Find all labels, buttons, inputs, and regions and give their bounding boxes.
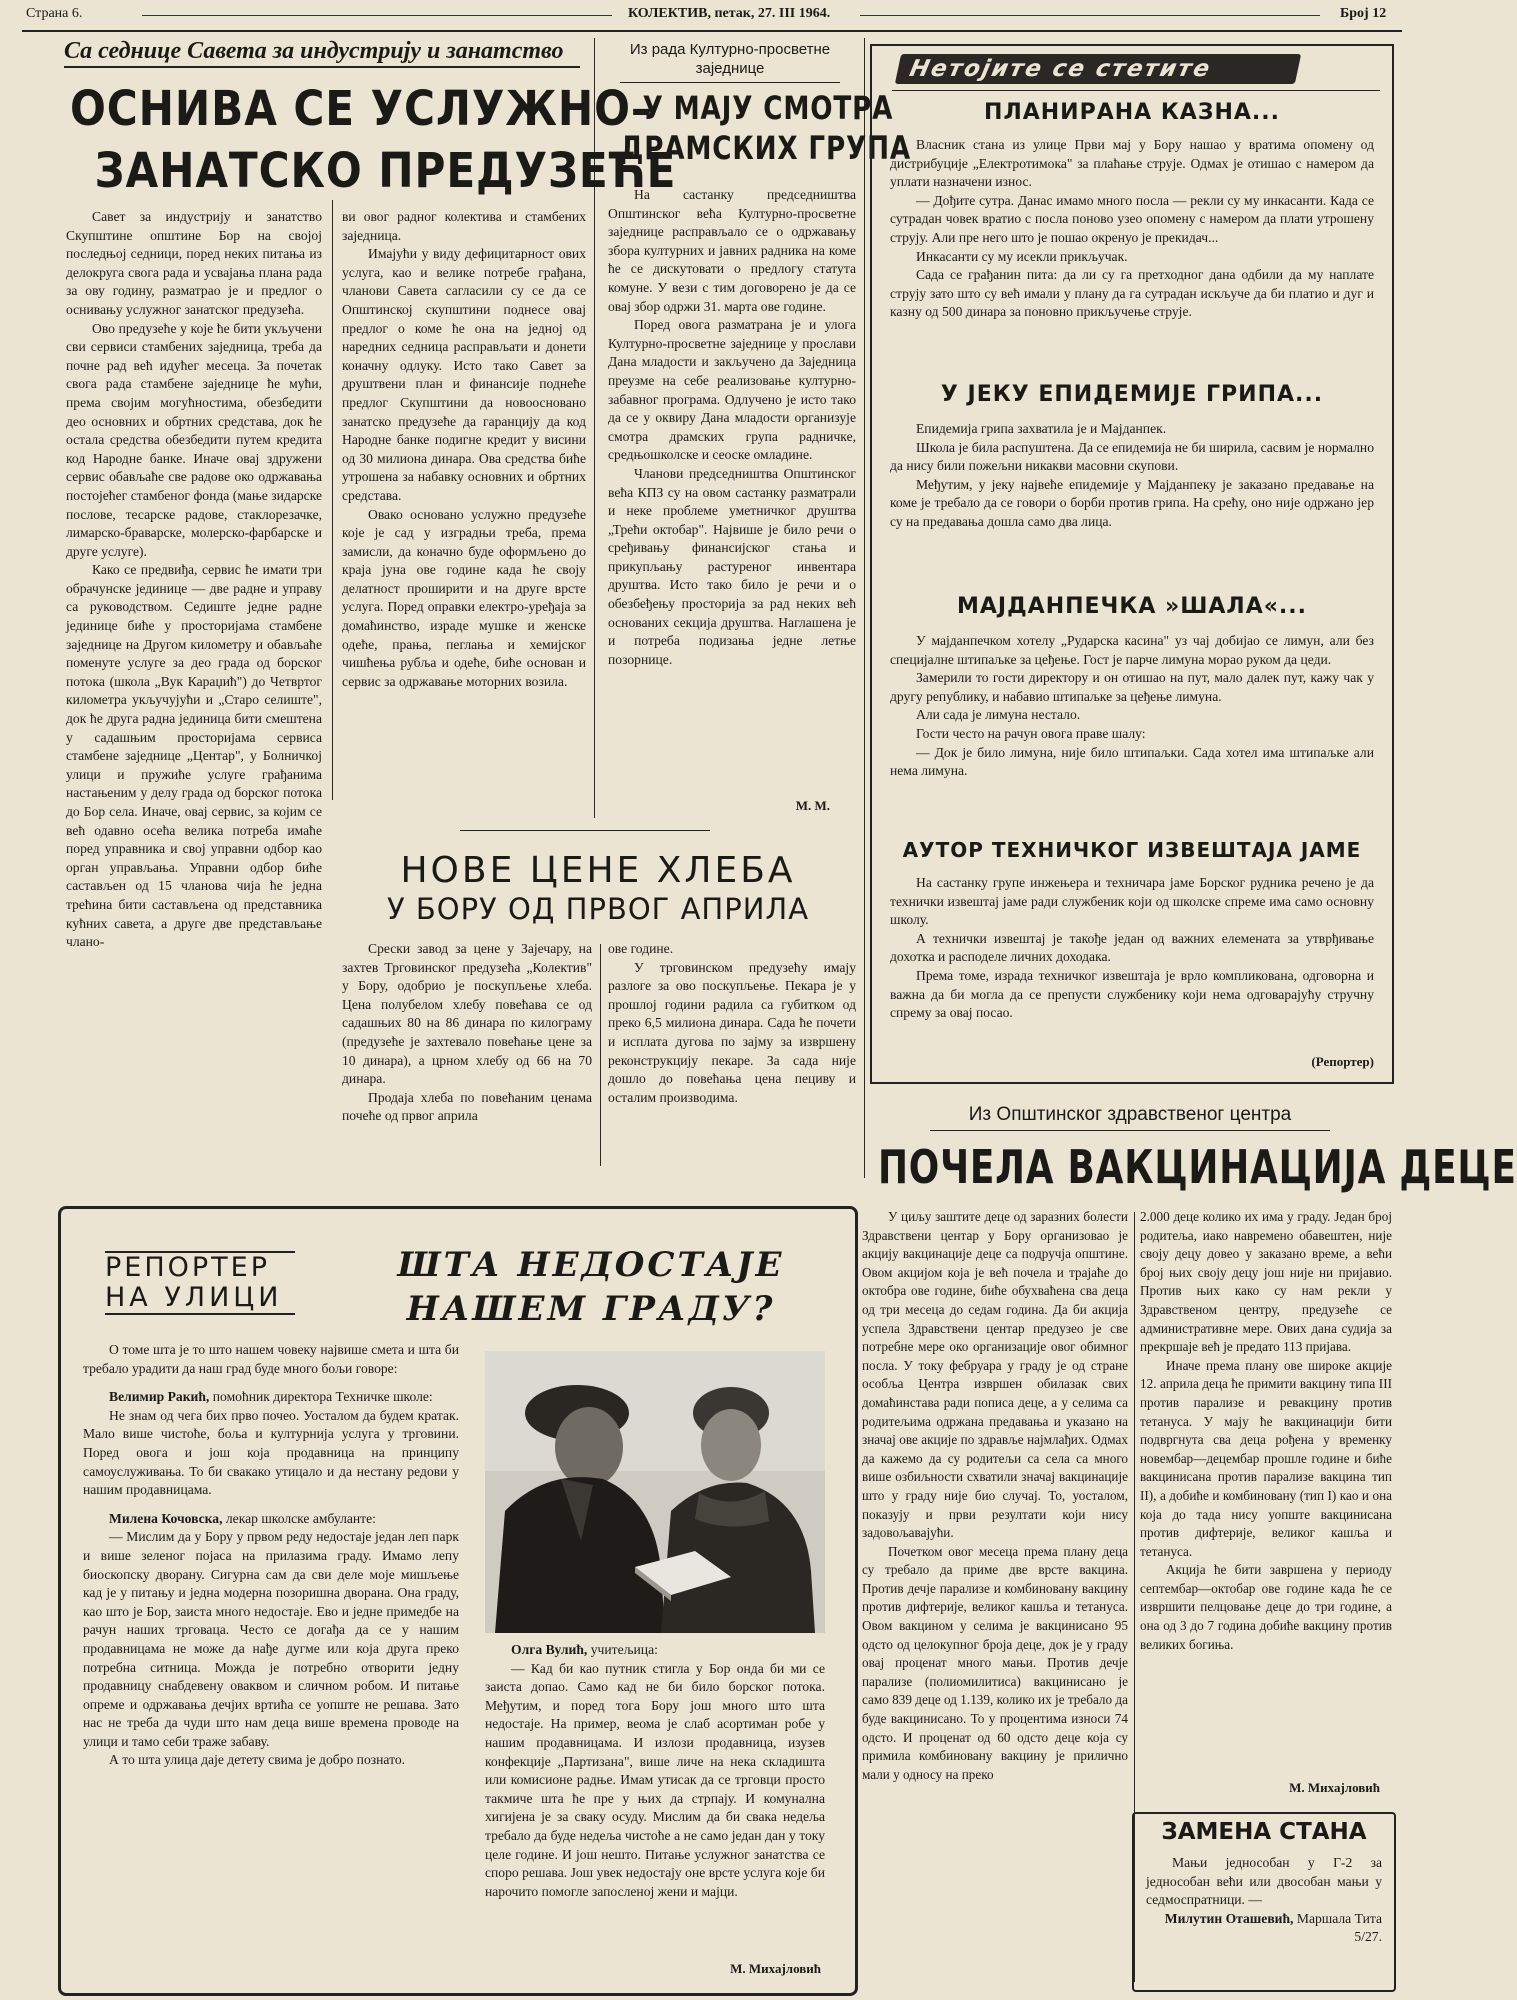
paragraph: Инкасанти су му исекли прикључак. [916,248,1128,264]
reporter-title-line1: ШТА НЕДОСТАЈЕ [397,1245,785,1285]
paragraph: Према томе, израда техничког извештаја је врло компликована, одговорна и важна да би могла да се препусти службенику који нема одговарајућу стручну спрему за овај посао. [890,967,1374,1021]
article3-title-line2: У БОРУ ОД ПРВОГ АПРИЛА [386,892,810,926]
ad-contact [1146,1910,1382,1947]
item4-title: АУТОР ТЕХНИЧКОГ ИЗВЕШТАЈА ЈАМЕ [902,838,1362,862]
ad-address: Маршала Тита 5/27. [1296,1910,1382,1945]
reporter-logo [105,1251,295,1317]
article1-col2 [342,208,586,808]
paragraph: Сада се грађанин пита: да ли су га претходног дана одбили да му наплате струју зато што су већ имали у плану да га сутрадан искључе да би платио и дуг и казну од 500 динара за поновно прикључење струје. [890,267,1374,320]
column-right-box [870,44,1394,1084]
reporter-left-col [83,1341,459,1770]
masthead-rule-left [142,15,612,16]
issue-number: Број 12 [1340,6,1387,21]
article2-kicker: Из рада Културно-просветне заједнице [629,41,831,77]
masthead [22,6,1402,30]
article2-title-line1: У МАЈУ СМОТРА [642,89,894,127]
speaker-text-tail: А то шта улица даје детету свима је добро познато. [109,1752,406,1768]
paragraph: Почетком овог месеца према плану деца су требало да приме две врсте вакцина. Против дечје парализе и комбиновану вакцину против дифтерије, великог кашља и тетануса. Овом вакцином у селима је вакцинисано 95 одсто од целокупног броја деце, док је у граду овај проценат много мањи. Против дечје парализе (полиомилитиса) вакцинисано је само 839 деце од 1.139, колико их је требало да буде вакцинисано. То у процентима износи 74 одсто. И проценат од 60 одсто деце која су примила комбиновану вакцину је прилично мали у односу на преко [862,1543,1128,1782]
reporter-box [58,1206,858,1996]
article3-top-rule [460,830,710,831]
paragraph: Али сада је лимуна нестало. [916,707,1081,723]
column-rule [600,944,601,1166]
paragraph: Епидемија грипа захватила је и Мајданпек. [916,421,1167,436]
paragraph: Школа је била распуштена. Да се епидемија не би ширила, сасвим је нормално да нису били пожељни никакви масовни скупови. [890,439,1374,474]
article2-title [620,88,911,168]
ad-text: Мањи једнособан у Г-2 за једнособан већи или двособан мањи у седмоспратници. — [1146,1855,1382,1908]
speaker-text: — Мислим да у Бору у првом реду недостаје један леп парк и више зеленог појаса на прилазима граду. Имамо лепу биоскопску дворану. Сигурна сам да сви деле моје мишљење кад је у питању и једна модерна позоришна дворана. Она граду, као што је Бор, заиста много недостаје. Ево и једне примедбе на рачун наших трговаца. Често се догађа да се у нашим продавницама не може да нађе дугме или која друга преко потребна ситница. Можда је потребно отворити једну продавницу снабдевену оваквом и сличном робом. И питање опреме и одржавања дечјих вртића се уопште не решава. Зато нас не треба да чуди што нам деца више времена проводе на улици и тамо себи траже забаву. [83,1529,459,1749]
reporter-title [371,1243,811,1331]
article1-title-line2: ЗАНАТСКО ПРЕДУЗЕЋЕ [94,143,677,199]
paragraph: Власник стана из улице Први мај у Бору нашао у вратима опомену од дистрибуције „Електротимока" за плаћање струје. Одмах је отишао с намером да уплати назначени износ. [890,137,1374,190]
reporter-photo [485,1351,825,1633]
ad-title: ЗАМЕНА СТАНА [1161,1819,1367,1845]
paragraph: 2.000 деце колико их има у граду. Један број родитеља, иако навремено обавештен, није своју децу довео у заказано време, а већи број њих своју децу још није ни пријавио. Против њих како су нам рекли у Здравственом центру, предузеће се административне мере. Ових дана судија за прекршаје већ је предато 113 пријава. [1140,1209,1392,1355]
reporter-logo-line1: РЕПОРТЕР [105,1251,295,1283]
article1-col1 [66,208,322,1208]
article3-title [340,850,856,926]
article2-kicker-underline [620,82,840,83]
reporter-right-col [485,1641,825,1901]
item2-body [890,420,1374,532]
column-right-banner-text: Нетојите се стетите [907,56,1214,82]
article1-title [70,78,676,202]
item4-body [890,874,1374,1023]
article4-kicker: Из Општинског здравственог центра [968,1104,1292,1125]
paragraph: ове године. [608,941,674,956]
speaker-role: лекар школске амбуланте: [225,1510,376,1526]
article4-kicker-underline [930,1130,1330,1131]
item2-title: У ЈЕКУ ЕПИДЕМИЈЕ ГРИПА... [940,382,1324,407]
article3-col1 [342,940,592,1126]
article4-title: ПОЧЕЛА ВАКЦИНАЦИЈА ДЕЦЕ [878,1140,1517,1194]
item3-title: МАЈДАНПЕЧКА »ШАЛА«... [956,594,1308,619]
speaker-role: помоћник директора Техничке школе: [212,1389,433,1405]
item3-body [890,632,1374,781]
speaker-name: Милена Кочовска, [109,1510,223,1526]
article2-signature: М. М. [795,798,830,813]
speaker-name: Велимир Ракић, [109,1389,210,1405]
paragraph: — Док је било лимуна, није било штипаљки. Сада хотел има штипаљке али нема лимуна. [890,744,1374,779]
banner-rule [892,90,1380,91]
paragraph: А технички извештај је такође један од важних елемената за утврђивање дохотка и расподеле личних доходака. [890,930,1374,965]
paragraph: У мајданпечком хотелу „Рударска касина" уз чај добијао се лимун, али без специјалне штипаљке за цеђење. Гост је парче лимуна морао руком да цеди. [890,633,1374,667]
paragraph: У циљу заштите деце од заразних болести Здравствени центар у Бору организовао је акцију вакцинације деце са подручја општине. Овом акцијом која је већ почела и трајаће до октобра ове године, биће обухваћена сва деца од три месеца до седам година. Да би акција успела Здравствени центар предузео је све потребне мере око организације овог обимног посла. У току фебруара у граду је од стране особља Центра извршен обилазак свих домаћинстава ради пописа деце, а у селима са родитељима одржана предавања и указано на значај ове акције по здравље најмлађих. Одмах да кажемо да су родитељи са села са много више озбиљности схватили значај вакцинације што у граду није био случај. То, уосталом, показују и први резултати који нису задовољавајући. [862,1209,1128,1541]
paragraph: Гости често на рачун овога праве шалу: [916,725,1146,741]
article2-title-line2: ДРАМСКИХ ГРУПА [620,129,911,167]
reporter-logo-line2: НА УЛИЦИ [105,1283,295,1315]
paragraph: ви овог радног колектива и стамбених заједница. [342,209,586,243]
article3-col2 [608,940,856,1107]
article1-title-line1: ОСНИВА СЕ УСЛУЖНО– [70,81,653,137]
reporter-signature: М. Михајловић [730,1961,821,1976]
column-right-signature: (Репортер) [1311,1054,1374,1069]
photo-illustration [485,1351,825,1633]
paragraph: Међутим, у јеку највеће епидемије у Мајданпеку је заказано предавање на коме је требало да се говори о борби против грипа. На срећу, оно није одржано јер су на предавања дошла само два лица. [890,476,1374,529]
article4-signature: М. Михајловић [1289,1780,1380,1795]
paragraph: — Дођите сутра. Данас имамо много посла — рекли су му инкасанти. Када се сутрадан човек вратио с посла поново узео опомену с намером да плати утрошену струју. Али пре него што је пошао окренуо је прекидач... [890,192,1374,245]
paragraph: Овако основано услужно предузеће које је сад у изградњи треба, према замисли, да коначно буде оформљено до краја јуна ове године када ће своју делатност проширити и на друге врсте услуга. Поред оправки електро-уређаја за домаћинство, израде мушке и женске одеће, прања, пеглања и хемијског чишћења рубља и одеће, биће основан и сервис за одржавање моторних возила. [342,506,586,689]
column-rule [864,38,865,1178]
article1-kicker: Са седнице Савета за индустрију и занатство [64,38,564,64]
ad-box [1132,1812,1396,1992]
reporter-intro: О томе шта је то што нашем човеку највише смета и шта би требало урадити да наш град буде много бољи говоре: [83,1342,459,1376]
article4-col1 [862,1208,1128,1784]
masthead-title: КОЛЕКТИВ, петак, 27. III 1964. [628,6,831,21]
reporter-title-line2: НАШЕМ ГРАДУ? [406,1289,776,1329]
paragraph: Поред овога разматрана је и улога Културно-просветне заједнице у прослави Дана младости и закључено да Заједница преузме на себе реализовање културно-забавног програма. Одлучено је исто тако да се у оквиру Дана младости организује смотра драмских група радничке, средњошколске и сеоске омладине. [608,317,856,463]
speaker-text: Не знам од чега бих прво почео. Уосталом да будем кратак. Мало више чистоће, боља и културнија услуга у трговини. Поред овога и још која продавница на принципу самоуслуживања. То би свакако утицало и да нестану редови у нашим продавницама. [83,1407,459,1498]
paragraph: Иначе према плану ове широке акције 12. априла деца ће примити вакцину типа III против парализе и ревакцину против тетануса. У мају ће вакцинацији бити подвргнута сва деца рођена у временку новембар—децембар прошле године и биће вакцинисана против парализе вакцина тип II), а добиће и комбиновану (тип I) као и она која до тада нису уопште вакцинисана против дифтерије, великог кашља и тетануса. [1140,1357,1392,1559]
paragraph: Продаја хлеба по повећаним ценама почеће од првог априла [342,1089,592,1124]
paragraph: Срески завод за цене у Зајечару, на захтев Трговинског предузећа „Колектив" у Бору, одобрио је поскупљење хлеба. Цена полубелом хлебу повећава се од садашњих 80 на 86 динара по килограму (предузеће је захтевало повећање цене за 10 динара), а црном хлебу од 66 на 70 динара. [342,941,592,1087]
article2-body [608,186,856,669]
speaker-role: учитељица: [590,1642,658,1657]
paragraph: Имајући у виду дефицитарност ових услуга, као и велике потребе грађана, чланови Савета сагласили су се да се Општинској скупштини поднесе овај предлог о коме ће она на једној од наредних седница расправљати и донети коначну одлуку. Исто тако Савет за друштвени план и финансије поднеће предлог Скупштини да новоосновано занатско предузеће да гаранцију да код Народне банке подигне кредит у висини од 30 милиона динара. Ова средства биће утрошена за набавку основних и обртних средстава. [342,246,586,503]
page-number: Страна 6. [26,6,83,21]
article1-kicker-underline [64,66,580,68]
ad-name: Милутин Оташевић, [1164,1910,1294,1926]
column-right-banner [895,54,1301,84]
paragraph: Акција ће бити завршена у периоду септембар—октобар ове године када ће се извршити пелцовање деце до три године, а она од 3 до 7 година добиће вакцину против великих богиња. [1140,1562,1392,1652]
paragraph: На састанку групе инжењера и техничара јаме Борског рудника речено је да технички извештај јаме ради службеник који од школске спреме има само основну школу. [890,875,1374,928]
paragraph: Замерили то гости директору и он отишао на пут, мало далек пут, кажу чак у другу републику, и набавио штипаљке за цеђење лимуна. [890,670,1374,704]
masthead-rule-right [860,15,1320,16]
article4-col2 [1140,1208,1392,1654]
speaker-name: Олга Вулић, [511,1642,588,1657]
paragraph: Савет за индустрију и занатство Скупштине општине Бор на својој последњој седници, поред неких питања из делокруга свога рада и усвајања плана рада за ову годину, разматрао је и предлог о оснивању услужног занатског предузећа. [66,209,322,317]
paragraph: У трговинском предузећу имају разлоге за ово поскупљење. Пекара је у прошлој години радила са губитком од преко 6,5 милиона динара. Сада ће почети и исплата дугова по зајму за извршену реконструкцију пекаре. За сада није дошло до повећања цена пециву и осталим производима. [608,959,856,1105]
paragraph: Како се предвиђа, сервис ће имати три обрачунске јединице — две радне и управу са руководством. Седиште једне радне јединице биће у просторијама стамбене заједнице на Другом километру и обављаће поменуте услуге за део града од борског потока (школа „Вук Караџић") до Четвртог километра укључујући и „Старо селиште", док ће друга радна јединица бити смештена у садашњим просторијама сервиса стамбене заједнице „Центар", у Болничкој улици и пружиће услуге грађанима настањеним у делу града од борског потока до Бор села. Иначе, овај сервис, за којим се већ одавно осећа велика потреба имаће поред управника и свој управни одбор као орган управљања. Управни одбор биће састављен од 15 чланова чија ће једна трећина бити састављена од представника кућних савета, а друге две представљање члано- [66,562,322,950]
article3-title-line1: НОВЕ ЦЕНЕ ХЛЕБА [400,850,796,891]
speaker-text: — Кад би као путник стигла у Бор онда би ми се заиста допао. Само кад не би било борског потока. Међутим, и поред тога Бору још много што шта недостаје. На пример, веома је слаб асортиман робе у нашим продавницама. И излози продавница, изузев конфекције „Партизана", више личе на нека складишта или комисионе радње. Имам утисак да се трговци просто такмиче шта ће пре у њих да стрпају. И комунална хигијена је за сваку осуду. Мислим да би свака недеља требало да буде недеља чистоће а не само један дан у току целе године. И још нешто. Питање услужног занатства се споро решава. Још увек недостају оне врсте услуга које би нарочито помогле запосленој жени и мајци. [485,1660,825,1899]
paragraph: На састанку председништва Општинског већа Културно-просветне заједнице расправљало се о одржавању збора културних и јавних радника на коме ће се дискутовати о предлогу статута комуне. У вези с тим договорено је да се овај збор одржи 31. марта ове године. [608,187,856,314]
paragraph: Чланови председништва Општинског већа КПЗ су на овом састанку разматрали и неке проблеме уметничког друштва „Трећи октобар". Највише је било речи о сређивању финансијског стања и прикупљању растуреног инвентара друштва. Исто тако било је речи и о обезбеђењу просторија за рад неких већ основаних секција друштва. Наглашена је и потреба подизања једне летње позорнице. [608,465,856,667]
column-rule [332,200,333,800]
masthead-divider [22,30,1402,32]
item1-title: ПЛАНИРАНА КАЗНА... [984,100,1280,125]
paragraph: Ово предузеће у које ће бити укључени сви сервиси стамбених заједница, треба да почне рад већ идућег месеца. За почетак свога рада стамбене заједнице ће мући, према својим могућностима, обезбедити део основних и обртних средстава, док ће остала средства обезбедити путем кредита код Народне банке. Иначе овај здружени сервис обављаће све радове око одржавања постојећег стамбеног фонда (мање зидарске послове, тесарске радове, стаклорезачке, лимарско-браварске, молерско-фарбарске и друге услуге). [66,320,322,559]
item1-body [890,136,1374,322]
